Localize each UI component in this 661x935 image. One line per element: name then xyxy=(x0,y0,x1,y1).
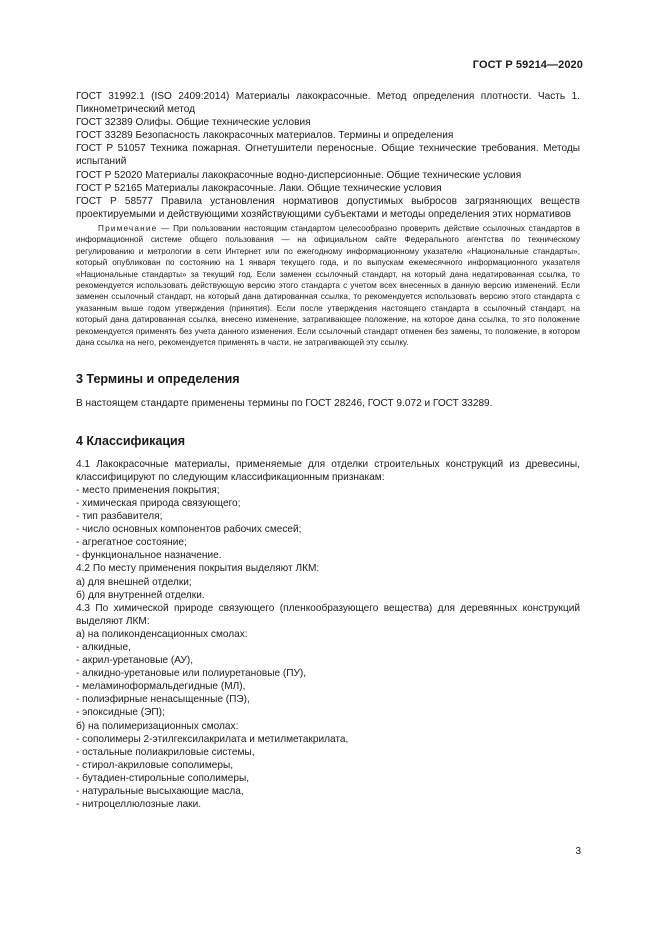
list-item: - бутадиен-стирольные сополимеры, xyxy=(76,772,250,784)
list-item: а) для внешней отделки; xyxy=(76,576,192,588)
reference-item: ГОСТ 33289 Безопасность лакокрасочных материалов. Термины и определения xyxy=(76,130,454,142)
list-item: - алкидно-уретановые или полиуретановые (ПУ), xyxy=(76,668,307,680)
list-item: - полиэфирные ненасыщенные (ПЭ), xyxy=(76,694,250,706)
reference-item: ГОСТ Р 51057 Техника пожарная. Огнетушители переносные. Общие технические требования. Методы испытаний xyxy=(76,143,580,168)
paragraph-4-2: 4.2 По месту применения покрытия выделяют ЛКМ: xyxy=(76,563,320,575)
list-item: - функциональное назначение. xyxy=(76,550,222,562)
paragraph-4-1: 4.1 Лакокрасочные материалы, применяемые для отделки строительных конструкций из древесины, классифицируют по следующим классификационным признакам: xyxy=(76,458,580,483)
paragraph-4-3: 4.3 По химической природе связующего (пленкообразующего вещества) для деревянных конструкций выделяют ЛКМ: xyxy=(76,602,580,627)
page-content xyxy=(76,90,580,811)
list-item: - стирол-акриловые сополимеры, xyxy=(76,759,234,771)
note-paragraph xyxy=(76,223,580,348)
list-item: - эпоксидные (ЭП); xyxy=(76,707,165,719)
list-item: - натуральные высыхающие масла, xyxy=(76,786,244,798)
reference-item: ГОСТ 31992.1 (ISO 2409:2014) Материалы лакокрасочные. Метод определения плотности. Часть 1. Пикнометрический метод xyxy=(76,91,580,116)
reference-list xyxy=(76,90,580,221)
document-header: ГОСТ Р 59214—2020 xyxy=(472,59,583,71)
reference-item: ГОСТ 32389 Олифы. Общие технические условия xyxy=(76,117,311,129)
list-item: - меламиноформальдегидные (МЛ), xyxy=(76,681,246,693)
reference-item: ГОСТ Р 58577 Правила установления нормативов допустимых выбросов загрязняющих веществ проектируемыми и действующими хозяйствующими субъектами и методы определения этих нормативов xyxy=(76,195,580,220)
reference-item: ГОСТ Р 52020 Материалы лакокрасочные водно-дисперсионные. Общие технические условия xyxy=(76,169,522,181)
list-item: - остальные полиакриловые системы, xyxy=(76,746,255,758)
list-item: - тип разбавителя; xyxy=(76,511,163,523)
section-3-title: 3 Термины и определения xyxy=(76,372,240,387)
list-item: - место применения покрытия; xyxy=(76,484,220,496)
list-item: - число основных компонентов рабочих смесей; xyxy=(76,524,302,536)
list-item: - алкидные, xyxy=(76,642,131,653)
list-item: - акрил-уретановые (АУ), xyxy=(76,655,194,667)
list-item: - агрегатное состояние; xyxy=(76,537,187,549)
reference-item: ГОСТ Р 52165 Материалы лакокрасочные. Лаки. Общие технические условия xyxy=(76,182,442,194)
note-label: Примечание xyxy=(98,223,158,233)
section-4-title: 4 Классификация xyxy=(76,433,186,448)
list-item: - нитроцеллюлозные лаки. xyxy=(76,799,202,811)
page-number: 3 xyxy=(575,846,581,857)
section-3-text: В настоящем стандарте применены термины по ГОСТ 28246, ГОСТ 9.072 и ГОСТ 33289. xyxy=(76,397,493,409)
list-item: - сополимеры 2-этилгексилакрилата и метилметакрилата, xyxy=(76,733,349,745)
note-text: — При пользовании настоящим стандартом целесообразно проверить действие ссылочных стандартов в информационной системе общего пользования — на официальном сайте Федерального агентства по техническому регулированию и метрологии в сети Интернет или по ежегодному информационному указателю «Национальные стандарты», который опубликован по состоянию на 1 января текущего года, и по выпускам ежемесячного информационного указателя «Национальные стандарты» за текущий год. Если заменен ссылочный стандарт, на который дана недатированная ссылка, то рекомендуется использовать действующую версию этого стандарта с учетом всех внесенных в данную версию изменений. Если заменен ссылочный стандарт, на который дана датированная ссылка, то рекомендуется использовать версию этого стандарта с указанным выше годом утверждения (принятия). Если после утверждения настоящего стандарта в ссылочный стандарт, на который дана датированная ссылка, внесено изменение, затрагивающее положение, на которое дана ссылка, то это положение рекомендуется применять без учета данного изменения. Если ссылочный стандарт отменен без замены, то положение, в котором дана ссылка на него, рекомендуется применять в части, не затрагивающей эту ссылку. xyxy=(76,223,580,347)
sublist-a-heading: а) на поликонденсационных смолах: xyxy=(76,628,248,640)
list-item: - химическая природа связующего; xyxy=(76,497,241,509)
sublist-b-heading: б) на полимеризационных смолах: xyxy=(76,720,239,732)
list-item: б) для внутренней отделки. xyxy=(76,589,205,601)
